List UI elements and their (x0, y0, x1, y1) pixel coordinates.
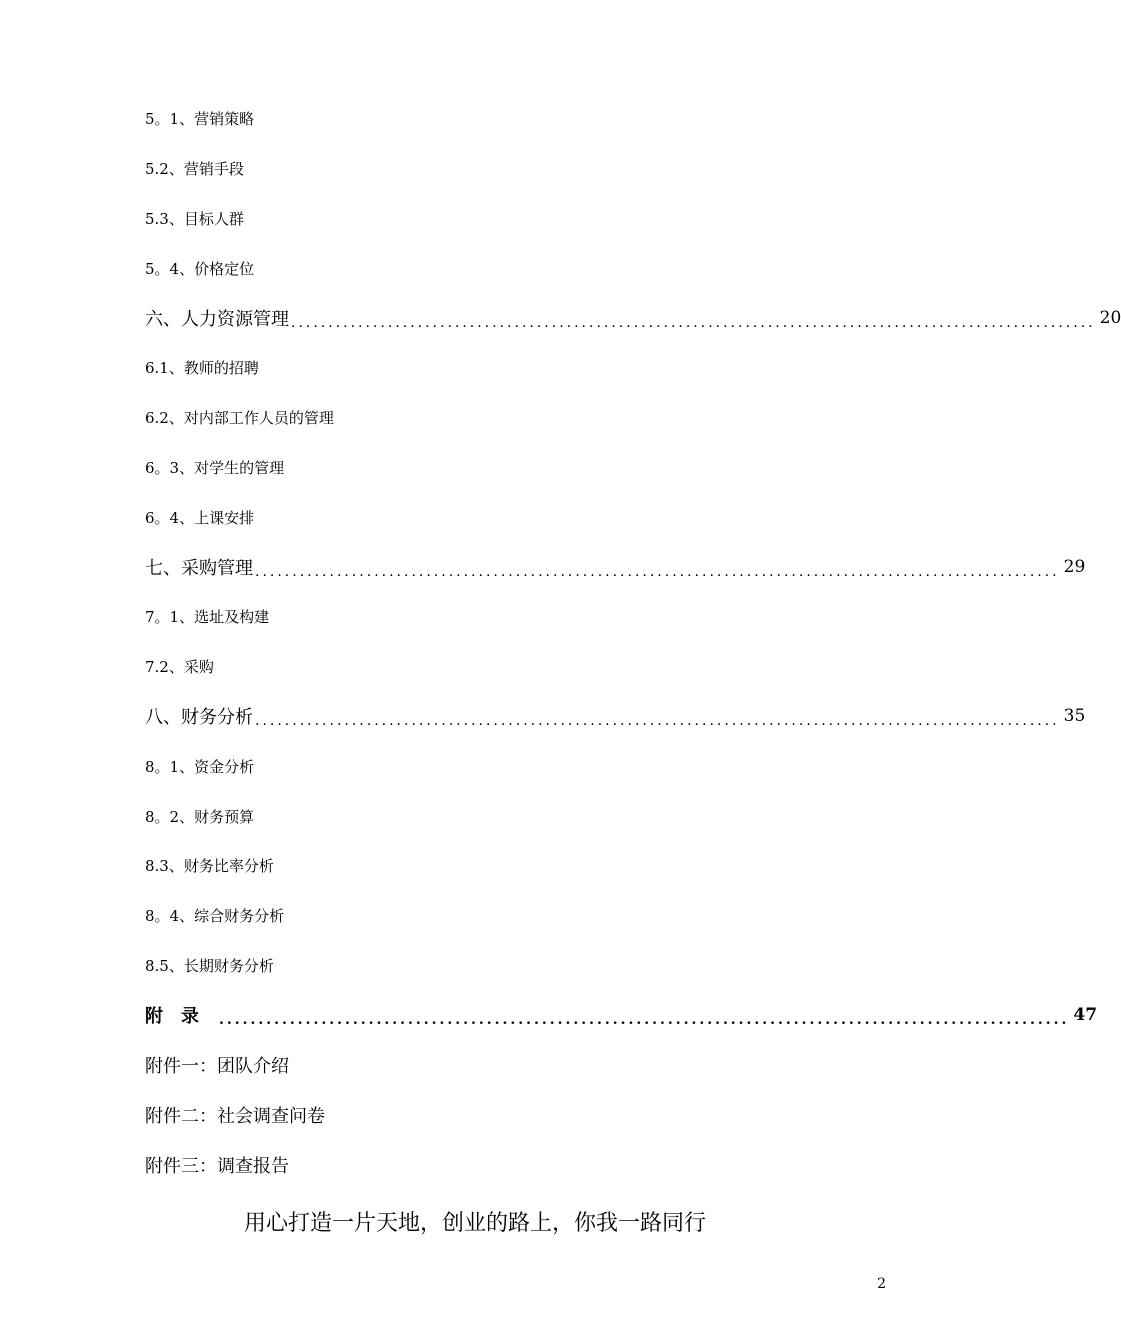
table-of-contents (145, 94, 1121, 1190)
toc-label: 5.3、目标人群 (145, 209, 244, 228)
toc-attachment-3[interactable] (145, 1140, 807, 1190)
toc-leader-dots: ............................................................................................................ (219, 1012, 1070, 1029)
toc-label: 5。4、价格定位 (145, 259, 255, 278)
toc-label: 8。4、综合财务分析 (145, 907, 285, 926)
toc-label: 8.3、财务比率分析 (145, 857, 274, 876)
toc-appendix[interactable] (145, 990, 1098, 1040)
toc-page-number: 35 (1063, 706, 1086, 727)
toc-page-number: 29 (1063, 557, 1086, 578)
toc-entry-8-2[interactable] (145, 791, 807, 841)
toc-chapter-6[interactable] (145, 293, 1121, 343)
toc-chapter-label: 六、人力资源管理 (145, 309, 289, 331)
toc-label: 8。2、财务预算 (145, 807, 255, 826)
toc-entry-5-1[interactable] (145, 94, 807, 144)
toc-label: 6.1、教师的招聘 (145, 359, 259, 378)
toc-label: 7.2、采购 (145, 658, 214, 677)
toc-entry-5-4[interactable] (145, 243, 807, 293)
toc-entry-8-5[interactable] (145, 941, 807, 991)
toc-attachment-1[interactable] (145, 1040, 807, 1090)
page-number: 2 (877, 1276, 886, 1292)
toc-entry-5-3[interactable] (145, 194, 807, 244)
toc-attachment-2[interactable] (145, 1090, 807, 1140)
toc-entry-8-1[interactable] (145, 741, 807, 791)
toc-chapter-label: 八、财务分析 (145, 707, 253, 729)
toc-page-number: 20 (1099, 308, 1121, 329)
toc-entry-8-4[interactable] (145, 891, 807, 941)
toc-entry-6-3[interactable] (145, 443, 807, 493)
toc-leader-dots: ............................................................................................................ (255, 563, 1060, 580)
toc-entry-6-2[interactable] (145, 393, 807, 443)
toc-entry-6-1[interactable] (145, 343, 807, 393)
toc-leader-dots: ............................................................................................................ (291, 314, 1096, 331)
toc-label: 附件一：团队介绍 (145, 1056, 289, 1078)
toc-entry-7-2[interactable] (145, 642, 807, 692)
toc-label: 5.2、营销手段 (145, 160, 244, 179)
toc-label: 附件三：调查报告 (145, 1155, 289, 1177)
footer-slogan: 用心打造一片天地，创业的路上，你我一路同行 (243, 1211, 706, 1236)
toc-label: 6。4、上课安排 (145, 508, 255, 527)
toc-label: 7。1、选址及构建 (145, 608, 270, 627)
toc-entry-8-3[interactable] (145, 841, 807, 891)
toc-chapter-label: 附录 (145, 1006, 217, 1028)
toc-entry-6-4[interactable] (145, 492, 807, 542)
toc-leader-dots: ............................................................................................................ (255, 713, 1060, 730)
toc-label: 8。1、资金分析 (145, 757, 255, 776)
toc-label: 6.2、对内部工作人员的管理 (145, 409, 334, 428)
toc-label: 附件二：社会调查问卷 (145, 1105, 325, 1127)
toc-label: 8.5、长期财务分析 (145, 956, 274, 975)
toc-chapter-label: 七、采购管理 (145, 558, 253, 580)
toc-page-number: 47 (1073, 1005, 1098, 1026)
toc-label: 5。1、营销策略 (145, 110, 255, 129)
toc-chapter-7[interactable] (145, 542, 1086, 592)
toc-entry-5-2[interactable] (145, 144, 807, 194)
toc-entry-7-1[interactable] (145, 592, 807, 642)
toc-label: 6。3、对学生的管理 (145, 458, 285, 477)
toc-chapter-8[interactable] (145, 692, 1086, 742)
